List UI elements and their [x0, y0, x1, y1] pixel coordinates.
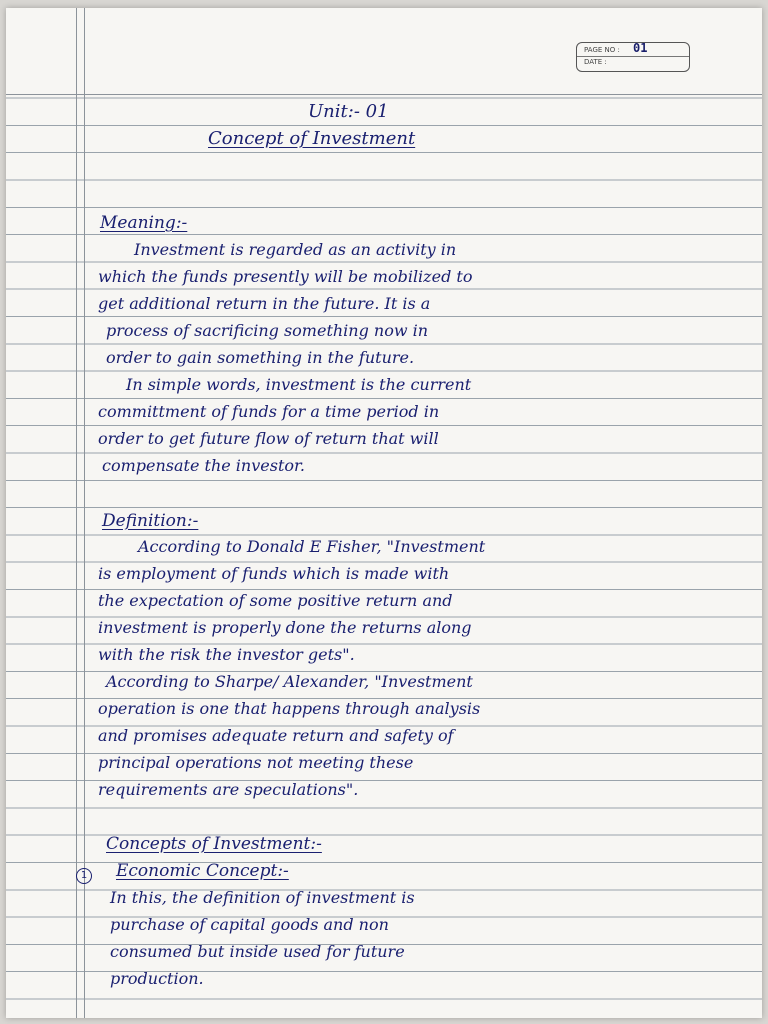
meaning-line: order to get future flow of return that will: [98, 429, 439, 448]
economic-concept-heading: Economic Concept:-: [116, 861, 289, 881]
definition-line: with the risk the investor gets".: [98, 645, 355, 664]
definition-line: the expectation of some positive return and: [98, 591, 453, 610]
meaning-line: compensate the investor.: [102, 456, 305, 475]
concepts-heading: Concepts of Investment:-: [106, 834, 322, 854]
definition-line: investment is properly done the returns along: [98, 618, 472, 637]
margin-line-inner: [84, 8, 85, 1018]
meaning-line: committment of funds for a time period in: [98, 402, 440, 421]
concept-line: In this, the definition of investment is: [110, 888, 415, 907]
concept-line: production.: [110, 969, 204, 988]
concept-line: purchase of capital goods and non: [110, 915, 389, 934]
definition-line: operation is one that happens through analysis: [98, 699, 481, 718]
page-number-box: [576, 42, 690, 72]
definition-line: principal operations not meeting these: [98, 753, 414, 772]
margin-line: [76, 8, 77, 1018]
header-rule: [6, 94, 762, 95]
meaning-line: get additional return in the future. It is a: [98, 294, 431, 313]
definition-line: is employment of funds which is made with: [98, 564, 450, 583]
definition-line: According to Sharpe/ Alexander, "Investment: [106, 672, 473, 691]
page-box-divider: [577, 56, 689, 57]
page-no-label: PAGE NO :: [584, 46, 620, 54]
definition-heading: Definition:-: [102, 511, 199, 531]
definition-line: and promises adequate return and safety of: [98, 726, 454, 745]
definition-line: requirements are speculations".: [98, 780, 359, 799]
concept-line: consumed but inside used for future: [110, 942, 405, 961]
list-marker: 1: [76, 868, 92, 884]
definition-line: According to Donald E Fisher, "Investment: [138, 537, 486, 556]
meaning-line: process of sacrificing something now in: [106, 321, 429, 340]
page-no-value: 01: [633, 41, 648, 55]
meaning-line: which the funds presently will be mobilized to: [98, 267, 473, 286]
meaning-line: order to gain something in the future.: [106, 348, 415, 367]
unit-title: Unit:- 01: [308, 101, 389, 122]
meaning-heading: Meaning:-: [100, 213, 188, 233]
page-title: Concept of Investment: [208, 128, 416, 149]
date-label: DATE :: [584, 58, 607, 66]
meaning-line: Investment is regarded as an activity in: [134, 240, 457, 259]
meaning-line: In simple words, investment is the current: [126, 375, 472, 394]
notebook-page: [6, 8, 762, 1018]
